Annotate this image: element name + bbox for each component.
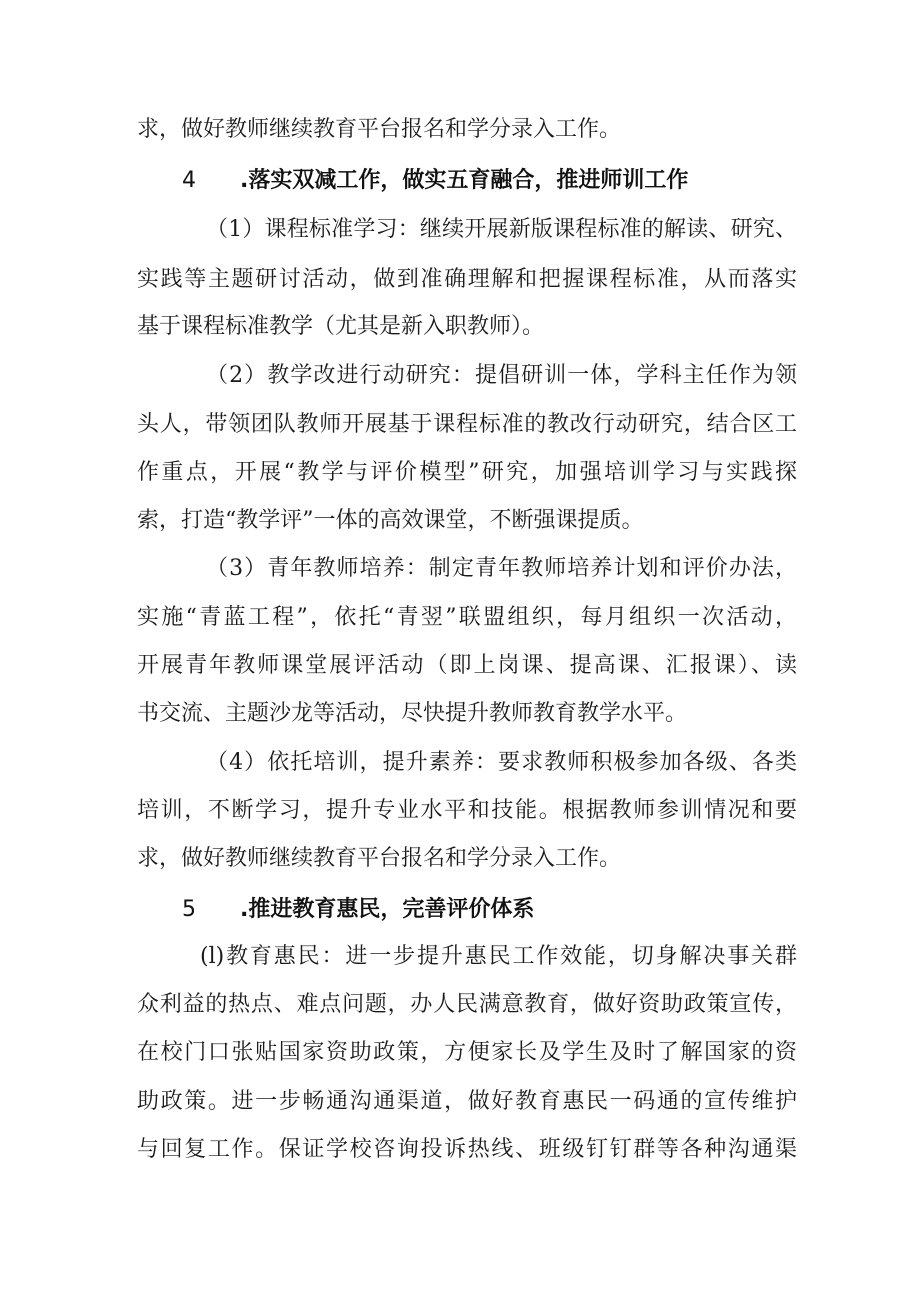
paragraph-line: （3）青年教师培养：制定青年教师培养计划和评价办法， — [206, 556, 797, 581]
paragraph-line: 实施“青蓝工程”，依托“青翌”联盟组织，每月组织一次活动， — [137, 605, 797, 630]
paragraph-line: 头人，带领团队教师开展基于课程标准的教改行动研究，结合区工 — [137, 412, 797, 437]
section-title: .落实双减工作，做实五育融合，推进师训工作 — [240, 168, 689, 193]
paragraph-line: 开展青年教师课堂展评活动（即上岗课、提高课、汇报课）、读 — [137, 653, 797, 678]
section-number: 5 — [182, 897, 196, 922]
paragraph-line: 众利益的热点、难点问题，办人民满意教育，做好资助政策宣传， — [137, 992, 797, 1017]
paragraph-line: （1）课程标准学习：继续开展新版课程标准的解读、研究、 — [206, 217, 797, 242]
paragraph-line: （4）依托培训，提升素养：要求教师积极参加各级、各类 — [206, 750, 797, 775]
section-number: 4 — [182, 168, 196, 193]
section-heading-5 — [182, 890, 534, 930]
paragraph-line: 求，做好教师继续教育平台报名和学分录入工作。 — [137, 846, 622, 871]
section-heading-4 — [182, 161, 688, 201]
paragraph-line: 实践等主题研讨活动，做到准确理解和把握课程标准，从而落实 — [137, 267, 797, 292]
paragraph-line: （2）教学改进行动研究：提倡研训一体，学科主任作为领 — [206, 363, 797, 388]
paragraph-line: 作重点，开展“教学与评价模型”研究，加强培训学习与实践探 — [137, 460, 797, 485]
paragraph-line: 与回复工作。保证学校咨询投诉热线、班级钉钉群等各种沟通渠 — [137, 1137, 797, 1162]
paragraph-line: 求，做好教师继续教育平台报名和学分录入工作。 — [137, 117, 622, 142]
paragraph-line: 在校门口张贴国家资助政策，方便家长及学生及时了解国家的资 — [137, 1040, 797, 1065]
paragraph-line: 助政策。进一步畅通沟通渠道，做好教育惠民一码通的宣传维护 — [137, 1089, 797, 1114]
paragraph-line: 培训，不断学习，提升专业水平和技能。根据教师参训情况和要 — [137, 798, 797, 823]
section-title: .推进教育惠民，完善评价体系 — [240, 897, 535, 922]
paragraph-line: 基于课程标准教学（尤其是新入职教师）。 — [137, 314, 545, 339]
paragraph-line: 书交流、主题沙龙等活动，尽快提升教师教育教学水平。 — [137, 701, 688, 726]
paragraph-line: (l)教育惠民：进一步提升惠民工作效能，切身解决事关群 — [200, 944, 797, 969]
paragraph-line: 索，打造“教学评”一体的高效课堂，不断强课提质。 — [137, 508, 644, 533]
